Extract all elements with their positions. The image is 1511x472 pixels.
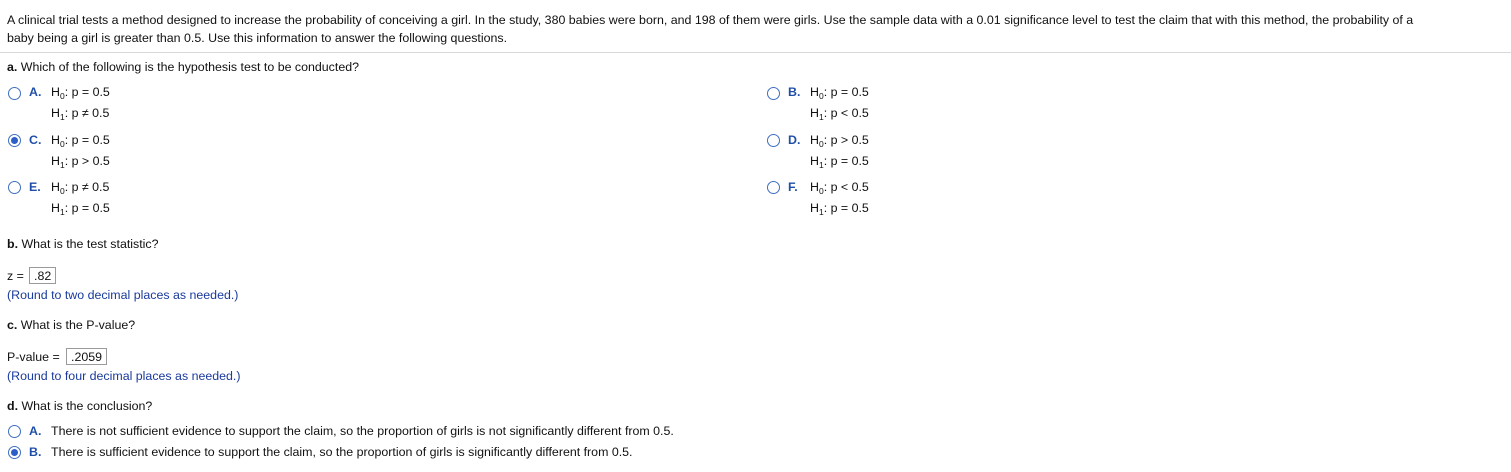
problem-statement-line-2: baby being a girl is greater than 0.5. Use this information to answer the following questions. <box>7 31 508 45</box>
part-d-question-text: What is the conclusion? <box>21 399 153 413</box>
null-hypothesis: $H_0$: p > 0.5 <box>810 133 869 149</box>
alternative-hypothesis: $H_1$: p > 0.5 <box>51 154 110 170</box>
radio-button-selected[interactable] <box>8 134 21 147</box>
part-a-question <box>7 60 359 74</box>
rounding-hint: (Round to two decimal places as needed.) <box>7 288 239 302</box>
test-statistic-input[interactable]: .82 <box>29 267 56 284</box>
option-letter: B. <box>788 85 801 99</box>
alternative-hypothesis: $H_1$: p = 0.5 <box>810 154 869 170</box>
option-letter: A. <box>29 85 42 99</box>
part-b-question-text: What is the test statistic? <box>21 237 159 251</box>
option-letter: E. <box>29 180 41 194</box>
null-hypothesis: $H_0$: p < 0.5 <box>810 180 869 196</box>
part-d-question <box>7 399 152 413</box>
divider <box>0 52 1511 53</box>
part-a-label: a. <box>7 60 18 74</box>
radio-button[interactable] <box>767 134 780 147</box>
option-letter: F. <box>788 180 798 194</box>
alternative-hypothesis: $H_1$: p = 0.5 <box>810 201 869 217</box>
null-hypothesis: $H_0$: p = 0.5 <box>51 133 110 149</box>
test-statistic-label: z = <box>7 269 24 283</box>
part-b-question <box>7 237 159 251</box>
radio-button[interactable] <box>767 87 780 100</box>
alternative-hypothesis: $H_1$: p = 0.5 <box>51 201 110 217</box>
alternative-hypothesis: $H_1$: p < 0.5 <box>810 106 869 122</box>
p-value-input[interactable]: .2059 <box>66 348 107 365</box>
p-value-label: P-value = <box>7 350 60 364</box>
problem-statement <box>7 11 1505 47</box>
option-letter: C. <box>29 133 42 147</box>
null-hypothesis: $H_0$: p = 0.5 <box>810 85 869 101</box>
part-d-label: d. <box>7 399 19 413</box>
option-text: There is not sufficient evidence to support the claim, so the proportion of girls is not significantly different from 0.5. <box>51 424 674 438</box>
part-c-label: c. <box>7 318 18 332</box>
radio-button[interactable] <box>767 181 780 194</box>
radio-button-selected[interactable] <box>8 446 21 459</box>
option-text: There is sufficient evidence to support the claim, so the proportion of girls is significantly different from 0.5. <box>51 445 633 459</box>
option-letter: A. <box>29 424 42 438</box>
radio-button[interactable] <box>8 181 21 194</box>
part-c-question <box>7 318 135 332</box>
part-b-label: b. <box>7 237 19 251</box>
null-hypothesis: $H_0$: p ≠ 0.5 <box>51 180 110 196</box>
rounding-hint: (Round to four decimal places as needed.) <box>7 369 241 383</box>
part-a-question-text: Which of the following is the hypothesis test to be conducted? <box>20 60 359 74</box>
null-hypothesis: $H_0$: p = 0.5 <box>51 85 110 101</box>
part-c-question-text: What is the P-value? <box>20 318 136 332</box>
radio-button[interactable] <box>8 87 21 100</box>
problem-statement-line-1: A clinical trial tests a method designed to increase the probability of conceiving a girl. In the study, 380 babies were born, and 198 of them were girls. Use the sample data with a 0.01 significance level to test the claim that with this method, the probability of a <box>7 13 1414 27</box>
option-letter: B. <box>29 445 42 459</box>
alternative-hypothesis: $H_1$: p ≠ 0.5 <box>51 106 110 122</box>
radio-button[interactable] <box>8 425 21 438</box>
option-letter: D. <box>788 133 801 147</box>
